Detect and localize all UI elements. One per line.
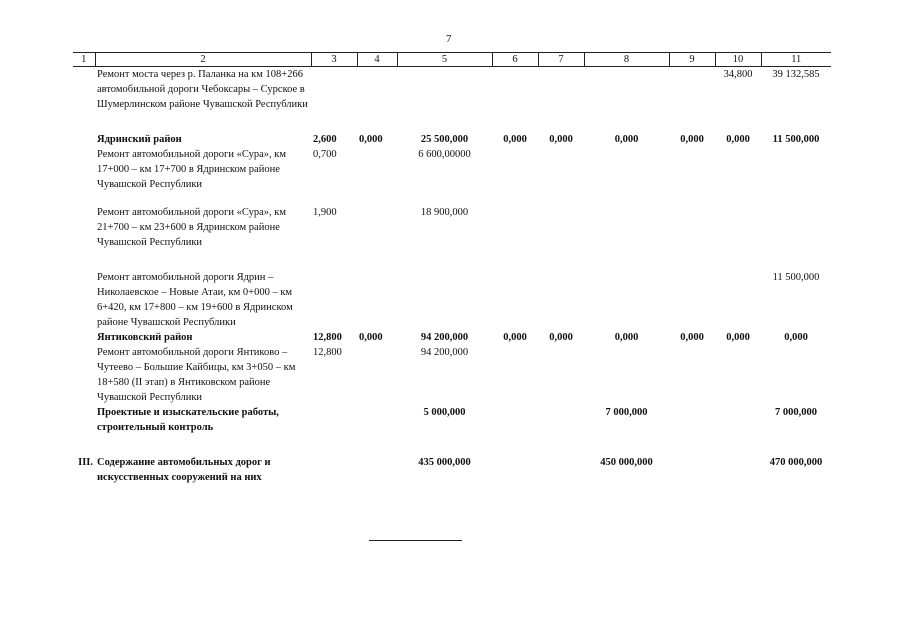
cell-section <box>73 250 95 330</box>
cell-c11: 7 000,000 <box>775 407 817 418</box>
cell-c7 <box>538 405 584 435</box>
cell-c6: 0,000 <box>503 134 527 145</box>
cell-c10 <box>715 147 761 192</box>
cell-c11: 0,000 <box>784 332 808 343</box>
cell-c4 <box>357 192 397 250</box>
cell-c4 <box>357 67 397 113</box>
column-header: 8 <box>584 53 669 67</box>
cell-c6 <box>492 435 538 485</box>
cell-c9 <box>669 192 715 250</box>
cell-c11: 470 000,000 <box>769 457 823 468</box>
column-header: 7 <box>538 53 584 67</box>
cell-c3: 2,600 <box>313 134 337 145</box>
table-row <box>73 67 831 113</box>
cell-c4 <box>357 250 397 330</box>
table-row <box>73 330 831 345</box>
cell-c10 <box>715 345 761 405</box>
cell-c8 <box>584 192 669 250</box>
cell-name: Ядринский район <box>97 134 182 145</box>
cell-c4 <box>357 147 397 192</box>
cell-c11: 11 500,000 <box>772 272 820 283</box>
cell-c9: 0,000 <box>680 332 704 343</box>
cell-c5: 6 600,00000 <box>418 149 471 160</box>
cell-c11: 11 500,000 <box>772 134 820 145</box>
cell-c7 <box>538 435 584 485</box>
cell-c5: 94 200,000 <box>420 332 469 343</box>
column-header: 11 <box>761 53 831 67</box>
cell-c6 <box>492 147 538 192</box>
column-header: 2 <box>95 53 311 67</box>
cell-section: III. <box>78 457 93 468</box>
cell-name: Янтиковский район <box>97 332 193 343</box>
column-header: 5 <box>397 53 492 67</box>
cell-c7 <box>538 147 584 192</box>
cell-c4 <box>357 345 397 405</box>
cell-c11 <box>761 192 831 250</box>
column-header: 1 <box>73 53 95 67</box>
cell-c5 <box>397 67 492 113</box>
cell-name: Ремонт автомобильной дороги «Сура», км 17+000 – км 17+700 в Ядринском районе Чувашской Республики <box>97 149 286 190</box>
column-header: 4 <box>357 53 397 67</box>
cell-c10: 34,800 <box>723 69 753 80</box>
cell-c7 <box>538 192 584 250</box>
cell-c5: 18 900,000 <box>420 207 469 218</box>
table-row <box>73 405 831 435</box>
cell-section <box>73 405 95 435</box>
cell-c6 <box>492 345 538 405</box>
column-header: 10 <box>715 53 761 67</box>
cell-c4: 0,000 <box>359 332 383 343</box>
cell-name: Ремонт автомобильной дороги Янтиково – Чутеево – Большие Кайбицы, км 3+050 – км 18+580 (II этап) в Янтиковском районе Чувашской Республики <box>97 347 296 403</box>
cell-c5 <box>397 250 492 330</box>
cell-c3: 0,700 <box>313 149 337 160</box>
cell-c5: 5 000,000 <box>423 407 466 418</box>
cell-c6 <box>492 250 538 330</box>
cell-c7 <box>538 345 584 405</box>
cell-c8 <box>584 67 669 113</box>
cell-c8: 0,000 <box>614 134 639 145</box>
cell-c3 <box>311 250 357 330</box>
cell-c9 <box>669 345 715 405</box>
cell-c7: 0,000 <box>549 332 573 343</box>
cell-name: Содержание автомобильных дорог и искусственных сооружений на них <box>97 457 271 483</box>
cell-c5: 435 000,000 <box>418 457 471 468</box>
cell-c7 <box>538 67 584 113</box>
cell-section <box>73 345 95 405</box>
cell-c10 <box>715 192 761 250</box>
table-row <box>73 192 831 250</box>
cell-c8: 450 000,000 <box>600 457 653 468</box>
cell-c5: 94 200,000 <box>420 347 469 358</box>
cell-name: Ремонт автомобильной дороги «Сура», км 21+700 – км 23+600 в Ядринском районе Чувашской Республики <box>97 207 286 248</box>
table-header <box>73 53 831 67</box>
column-header: 3 <box>311 53 357 67</box>
cell-c7: 0,000 <box>549 134 573 145</box>
cell-section <box>73 330 95 345</box>
column-header: 6 <box>492 53 538 67</box>
cell-section <box>73 147 95 192</box>
cell-c9 <box>669 67 715 113</box>
cell-c9 <box>669 435 715 485</box>
cell-c6 <box>492 192 538 250</box>
cell-c8: 7 000,000 <box>605 407 648 418</box>
cell-c11: 39 132,585 <box>772 69 820 80</box>
cell-c3 <box>311 405 357 435</box>
column-header: 9 <box>669 53 715 67</box>
cell-c3 <box>311 435 357 485</box>
cell-c3: 12,800 <box>313 347 342 358</box>
cell-c9 <box>669 405 715 435</box>
cell-c4: 0,000 <box>359 134 383 145</box>
cell-name: Ремонт автомобильной дороги Ядрин – Николаевское – Новые Атаи, км 0+000 – км 6+420, км 17+800 – км 19+600 в Ядринском районе Чувашской Республики <box>97 272 293 328</box>
cell-c11 <box>761 345 831 405</box>
cell-c9 <box>669 250 715 330</box>
cell-c10: 0,000 <box>726 134 750 145</box>
cell-c9: 0,000 <box>680 134 704 145</box>
cell-c8 <box>584 250 669 330</box>
cell-name: Проектные и изыскательские работы, строительный контроль <box>97 407 279 433</box>
cell-c6 <box>492 67 538 113</box>
table-row <box>73 112 831 147</box>
cell-c9 <box>669 147 715 192</box>
table-row <box>73 250 831 330</box>
budget-table <box>73 52 831 485</box>
cell-name: Ремонт моста через р. Паланка на км 108+266 автомобильной дороги Чебоксары – Сурское в Шумерлинском районе Чувашской Республики <box>97 69 308 110</box>
cell-c4 <box>357 405 397 435</box>
cell-c7 <box>538 250 584 330</box>
cell-c10 <box>715 405 761 435</box>
cell-c6: 0,000 <box>503 332 527 343</box>
cell-c8 <box>584 345 669 405</box>
footer-divider <box>369 540 462 541</box>
cell-c3 <box>311 67 357 113</box>
cell-c8 <box>584 147 669 192</box>
cell-c10 <box>715 435 761 485</box>
cell-section <box>73 67 95 113</box>
cell-c3: 1,900 <box>313 207 337 218</box>
cell-c8: 0,000 <box>614 332 639 343</box>
table-row <box>73 435 831 485</box>
cell-c10 <box>715 250 761 330</box>
cell-c11 <box>761 147 831 192</box>
cell-c6 <box>492 405 538 435</box>
cell-c4 <box>357 435 397 485</box>
cell-c10: 0,000 <box>726 332 750 343</box>
cell-section <box>73 192 95 250</box>
cell-c5: 25 500,000 <box>420 134 469 145</box>
table-row <box>73 345 831 405</box>
table-row <box>73 147 831 192</box>
cell-section <box>73 112 95 147</box>
cell-c3: 12,800 <box>313 332 342 343</box>
page-number: 7 <box>446 33 452 45</box>
